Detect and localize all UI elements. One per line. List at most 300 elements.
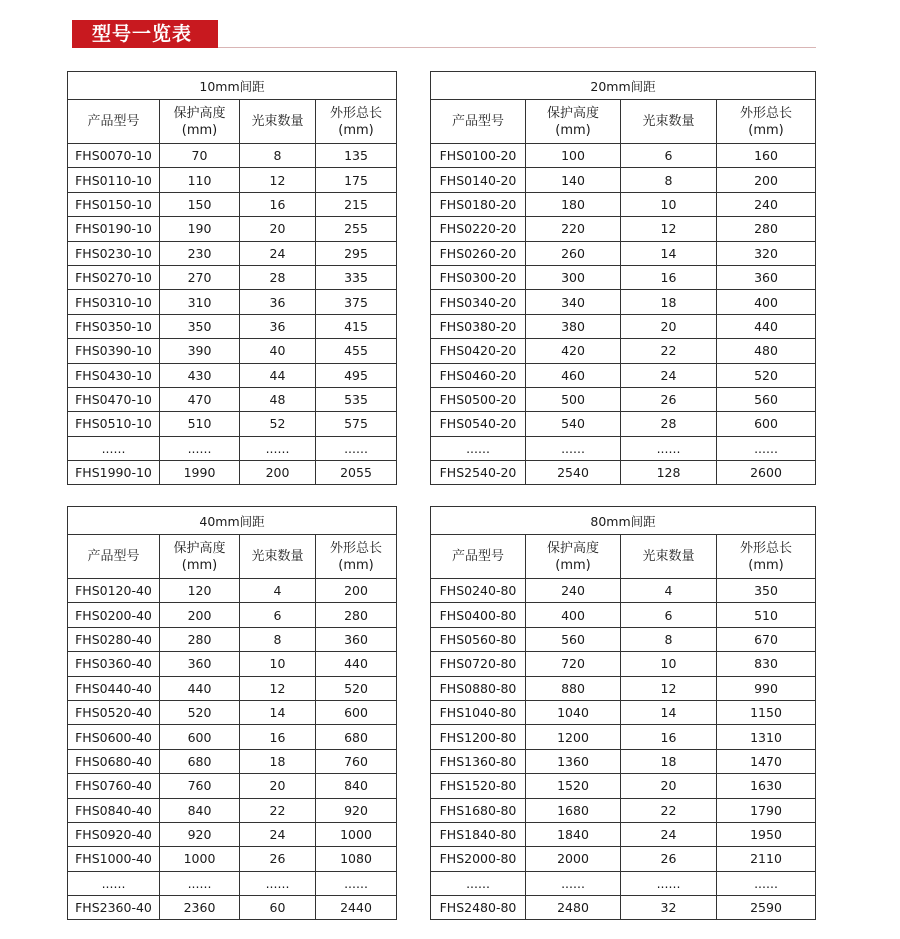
table-cell: 200: [717, 168, 816, 192]
table-cell: 10: [621, 192, 717, 216]
table-cell: 380: [526, 314, 621, 338]
table-row: [68, 579, 397, 603]
table-row: [431, 290, 816, 314]
table-cell: 455: [316, 339, 397, 363]
table-cell: 12: [240, 168, 316, 192]
table-cell: FHS0270-10: [68, 265, 160, 289]
table-row: [68, 700, 397, 724]
table-cell: ......: [526, 436, 621, 460]
table-cell: FHS0340-20: [431, 290, 526, 314]
table-title: 20mm间距: [431, 72, 816, 100]
table-cell: 520: [717, 363, 816, 387]
table-cell: 310: [160, 290, 240, 314]
table-cell: 1840: [526, 822, 621, 846]
table-row: [68, 676, 397, 700]
table-cell: 14: [621, 241, 717, 265]
table-row: [68, 192, 397, 216]
table-cell: 470: [160, 387, 240, 411]
table-cell: FHS0360-40: [68, 652, 160, 676]
table-row: [68, 725, 397, 749]
table-cell: 190: [160, 217, 240, 241]
table-cell: 1000: [160, 847, 240, 871]
table-cell: ......: [621, 871, 717, 895]
table-cell: FHS0880-80: [431, 676, 526, 700]
table-cell: 110: [160, 168, 240, 192]
table-cell: 175: [316, 168, 397, 192]
table-cell: 16: [621, 725, 717, 749]
table-cell: 4: [240, 579, 316, 603]
table-row: [431, 241, 816, 265]
column-header: 产品型号: [431, 535, 526, 579]
table-cell: 22: [240, 798, 316, 822]
table-cell: 600: [717, 412, 816, 436]
table-row: [431, 314, 816, 338]
table-cell: ......: [316, 436, 397, 460]
table-row: [431, 652, 816, 676]
table-cell: 440: [316, 652, 397, 676]
table-cell: 2590: [717, 896, 816, 920]
table-cell: 220: [526, 217, 621, 241]
table-cell: 830: [717, 652, 816, 676]
table-cell: ......: [160, 436, 240, 460]
table-cell: 10: [621, 652, 717, 676]
table-cell: FHS0230-10: [68, 241, 160, 265]
table-cell: 340: [526, 290, 621, 314]
table-row: [431, 461, 816, 485]
table-cell: 180: [526, 192, 621, 216]
table-cell: 535: [316, 387, 397, 411]
table-cell: 240: [717, 192, 816, 216]
table-row: [68, 627, 397, 651]
table-cell: FHS0840-40: [68, 798, 160, 822]
table-cell: 495: [316, 363, 397, 387]
table-cell: FHS0560-80: [431, 627, 526, 651]
table-cell: 22: [621, 798, 717, 822]
title-underline: [218, 47, 816, 48]
table-cell: FHS0760-40: [68, 774, 160, 798]
table-cell: FHS1990-10: [68, 461, 160, 485]
table-row: [68, 822, 397, 846]
table-row: [431, 192, 816, 216]
table-cell: FHS2540-20: [431, 461, 526, 485]
table-cell: 760: [316, 749, 397, 773]
table-cell: 280: [717, 217, 816, 241]
table-cell: 600: [316, 700, 397, 724]
table-cell: 300: [526, 265, 621, 289]
table-row: [431, 603, 816, 627]
table-cell: 375: [316, 290, 397, 314]
table-cell: FHS0540-20: [431, 412, 526, 436]
table-cell: 720: [526, 652, 621, 676]
table-row: [68, 436, 397, 460]
table-cell: 1000: [316, 822, 397, 846]
table-row: [431, 749, 816, 773]
table-row: [68, 144, 397, 168]
table-cell: 415: [316, 314, 397, 338]
table-cell: ......: [717, 436, 816, 460]
table-cell: 320: [717, 241, 816, 265]
table-cell: FHS0100-20: [431, 144, 526, 168]
table-row: [431, 847, 816, 871]
table-cell: 350: [160, 314, 240, 338]
table-cell: 70: [160, 144, 240, 168]
table-row: [68, 871, 397, 895]
table-cell: 1520: [526, 774, 621, 798]
table-cell: 200: [316, 579, 397, 603]
table-cell: 8: [621, 627, 717, 651]
table-cell: FHS0400-80: [431, 603, 526, 627]
table-cell: 6: [240, 603, 316, 627]
table-cell: 440: [160, 676, 240, 700]
table-cell: ......: [717, 871, 816, 895]
table-row: [68, 265, 397, 289]
table-cell: 20: [621, 774, 717, 798]
table-row: [68, 290, 397, 314]
table-cell: ......: [431, 436, 526, 460]
table-cell: 14: [621, 700, 717, 724]
table-title: 80mm间距: [431, 507, 816, 535]
table-cell: 280: [316, 603, 397, 627]
table-row: [431, 363, 816, 387]
table-title: 10mm间距: [68, 72, 397, 100]
table-cell: 8: [240, 144, 316, 168]
table-cell: 14: [240, 700, 316, 724]
table-cell: 990: [717, 676, 816, 700]
table-cell: FHS2000-80: [431, 847, 526, 871]
table-cell: 128: [621, 461, 717, 485]
table-cell: 520: [316, 676, 397, 700]
table-cell: 400: [526, 603, 621, 627]
table-cell: FHS0180-20: [431, 192, 526, 216]
table-cell: 1630: [717, 774, 816, 798]
table-cell: 480: [717, 339, 816, 363]
table-cell: 460: [526, 363, 621, 387]
table-cell: 560: [526, 627, 621, 651]
table-cell: 510: [160, 412, 240, 436]
table-cell: 18: [621, 749, 717, 773]
table-cell: 12: [621, 676, 717, 700]
table-cell: 28: [240, 265, 316, 289]
table-row: [68, 603, 397, 627]
table-cell: FHS1360-80: [431, 749, 526, 773]
table-cell: 160: [717, 144, 816, 168]
table-row: [431, 798, 816, 822]
table-cell: 2000: [526, 847, 621, 871]
table-row: [68, 896, 397, 920]
table-cell: 1200: [526, 725, 621, 749]
table-cell: FHS0390-10: [68, 339, 160, 363]
table-cell: 24: [240, 241, 316, 265]
table-cell: FHS0460-20: [431, 363, 526, 387]
table-cell: 1360: [526, 749, 621, 773]
table-cell: 880: [526, 676, 621, 700]
table-cell: 680: [316, 725, 397, 749]
table-cell: FHS0110-10: [68, 168, 160, 192]
table-cell: FHS0070-10: [68, 144, 160, 168]
table-row: [68, 217, 397, 241]
table-cell: ......: [68, 436, 160, 460]
table-row: [431, 387, 816, 411]
table-cell: 26: [621, 847, 717, 871]
table-cell: 200: [240, 461, 316, 485]
table-cell: 1040: [526, 700, 621, 724]
table-cell: 24: [621, 822, 717, 846]
table-row: [431, 627, 816, 651]
table-cell: 420: [526, 339, 621, 363]
table-cell: 360: [316, 627, 397, 651]
table-cell: 335: [316, 265, 397, 289]
spec-table-80mm: [430, 506, 816, 920]
page-title: 型号一览表: [72, 20, 218, 48]
table-cell: FHS0380-20: [431, 314, 526, 338]
table-cell: 2360: [160, 896, 240, 920]
table-cell: 240: [526, 579, 621, 603]
table-cell: 1990: [160, 461, 240, 485]
table-cell: 500: [526, 387, 621, 411]
table-cell: FHS0440-40: [68, 676, 160, 700]
table-cell: 60: [240, 896, 316, 920]
table-cell: 32: [621, 896, 717, 920]
table-cell: FHS0720-80: [431, 652, 526, 676]
table-row: [68, 847, 397, 871]
table-cell: 140: [526, 168, 621, 192]
table-cell: FHS1840-80: [431, 822, 526, 846]
table-cell: 680: [160, 749, 240, 773]
table-cell: 24: [240, 822, 316, 846]
table-cell: 360: [717, 265, 816, 289]
table-row: [431, 822, 816, 846]
table-row: [68, 652, 397, 676]
table-cell: 390: [160, 339, 240, 363]
table-cell: 540: [526, 412, 621, 436]
spec-table-40mm: [67, 506, 397, 920]
table-row: [431, 436, 816, 460]
table-cell: FHS0420-20: [431, 339, 526, 363]
column-header: 保护高度 (mm): [526, 100, 621, 144]
table-cell: ......: [240, 436, 316, 460]
table-cell: 52: [240, 412, 316, 436]
table-row: [431, 144, 816, 168]
table-cell: 200: [160, 603, 240, 627]
table-cell: 215: [316, 192, 397, 216]
table-cell: 360: [160, 652, 240, 676]
table-cell: FHS0920-40: [68, 822, 160, 846]
table-cell: 40: [240, 339, 316, 363]
table-row: [68, 168, 397, 192]
table-cell: 430: [160, 363, 240, 387]
table-cell: FHS0140-20: [431, 168, 526, 192]
table-cell: 230: [160, 241, 240, 265]
table-cell: FHS0220-20: [431, 217, 526, 241]
table-cell: 20: [621, 314, 717, 338]
table-cell: 6: [621, 603, 717, 627]
table-row: [68, 363, 397, 387]
table-cell: FHS2480-80: [431, 896, 526, 920]
column-header: 外形总长 (mm): [316, 100, 397, 144]
table-cell: 260: [526, 241, 621, 265]
table-cell: ......: [240, 871, 316, 895]
table-cell: 6: [621, 144, 717, 168]
column-header: 保护高度 (mm): [160, 535, 240, 579]
table-cell: 1310: [717, 725, 816, 749]
table-cell: 20: [240, 217, 316, 241]
table-cell: 48: [240, 387, 316, 411]
table-cell: 2440: [316, 896, 397, 920]
table-row: [431, 168, 816, 192]
table-cell: 2540: [526, 461, 621, 485]
table-cell: 120: [160, 579, 240, 603]
table-cell: FHS0350-10: [68, 314, 160, 338]
table-cell: 16: [240, 725, 316, 749]
column-header: 光束数量: [240, 535, 316, 579]
table-row: [68, 774, 397, 798]
table-cell: 36: [240, 290, 316, 314]
table-cell: 600: [160, 725, 240, 749]
column-header: 外形总长 (mm): [717, 535, 816, 579]
table-cell: 760: [160, 774, 240, 798]
table-cell: 26: [621, 387, 717, 411]
table-cell: 1790: [717, 798, 816, 822]
table-row: [68, 749, 397, 773]
table-row: [68, 339, 397, 363]
table-cell: 18: [621, 290, 717, 314]
table-cell: 520: [160, 700, 240, 724]
table-cell: 8: [240, 627, 316, 651]
table-cell: FHS1520-80: [431, 774, 526, 798]
column-header: 光束数量: [621, 100, 717, 144]
column-header: 外形总长 (mm): [717, 100, 816, 144]
table-row: [68, 314, 397, 338]
table-cell: 36: [240, 314, 316, 338]
table-row: [431, 871, 816, 895]
spec-table-20mm: [430, 71, 816, 485]
table-cell: FHS0200-40: [68, 603, 160, 627]
table-cell: 350: [717, 579, 816, 603]
table-cell: FHS0470-10: [68, 387, 160, 411]
table-cell: FHS0260-20: [431, 241, 526, 265]
table-cell: 440: [717, 314, 816, 338]
column-header: 产品型号: [68, 535, 160, 579]
column-header: 外形总长 (mm): [316, 535, 397, 579]
table-row: [68, 412, 397, 436]
table-cell: FHS0190-10: [68, 217, 160, 241]
table-cell: 400: [717, 290, 816, 314]
table-row: [431, 896, 816, 920]
table-cell: ......: [526, 871, 621, 895]
table-row: [431, 265, 816, 289]
table-cell: 2055: [316, 461, 397, 485]
table-row: [431, 774, 816, 798]
table-cell: 16: [621, 265, 717, 289]
table-cell: 8: [621, 168, 717, 192]
table-cell: 24: [621, 363, 717, 387]
table-cell: 270: [160, 265, 240, 289]
table-title: 40mm间距: [68, 507, 397, 535]
column-header: 产品型号: [431, 100, 526, 144]
table-cell: FHS0280-40: [68, 627, 160, 651]
table-cell: FHS0520-40: [68, 700, 160, 724]
table-cell: FHS2360-40: [68, 896, 160, 920]
table-cell: 28: [621, 412, 717, 436]
table-row: [431, 412, 816, 436]
table-cell: 295: [316, 241, 397, 265]
table-cell: 670: [717, 627, 816, 651]
table-row: [68, 241, 397, 265]
table-row: [431, 676, 816, 700]
table-cell: 255: [316, 217, 397, 241]
table-cell: FHS0500-20: [431, 387, 526, 411]
table-cell: 1470: [717, 749, 816, 773]
spec-table-10mm: [67, 71, 397, 485]
table-cell: FHS0430-10: [68, 363, 160, 387]
table-cell: 135: [316, 144, 397, 168]
table-cell: 2600: [717, 461, 816, 485]
table-cell: 575: [316, 412, 397, 436]
table-row: [431, 700, 816, 724]
table-cell: ......: [621, 436, 717, 460]
table-cell: FHS0240-80: [431, 579, 526, 603]
table-cell: FHS0680-40: [68, 749, 160, 773]
table-cell: FHS0150-10: [68, 192, 160, 216]
table-cell: FHS0510-10: [68, 412, 160, 436]
table-cell: ......: [68, 871, 160, 895]
table-cell: 10: [240, 652, 316, 676]
table-cell: 560: [717, 387, 816, 411]
table-cell: FHS0120-40: [68, 579, 160, 603]
table-cell: 12: [621, 217, 717, 241]
table-cell: 16: [240, 192, 316, 216]
table-cell: 1950: [717, 822, 816, 846]
table-cell: 44: [240, 363, 316, 387]
table-row: [431, 339, 816, 363]
table-cell: 1680: [526, 798, 621, 822]
table-cell: 12: [240, 676, 316, 700]
column-header: 保护高度 (mm): [160, 100, 240, 144]
table-cell: 280: [160, 627, 240, 651]
table-cell: 4: [621, 579, 717, 603]
table-row: [431, 579, 816, 603]
table-row: [68, 798, 397, 822]
table-cell: 150: [160, 192, 240, 216]
table-row: [431, 725, 816, 749]
table-cell: 920: [160, 822, 240, 846]
column-header: 产品型号: [68, 100, 160, 144]
table-row: [431, 217, 816, 241]
column-header: 保护高度 (mm): [526, 535, 621, 579]
table-cell: FHS1000-40: [68, 847, 160, 871]
table-cell: 2480: [526, 896, 621, 920]
table-cell: 100: [526, 144, 621, 168]
table-cell: FHS0600-40: [68, 725, 160, 749]
table-cell: 1150: [717, 700, 816, 724]
table-row: [68, 461, 397, 485]
table-cell: 840: [316, 774, 397, 798]
table-cell: FHS1200-80: [431, 725, 526, 749]
table-cell: 840: [160, 798, 240, 822]
table-cell: FHS0300-20: [431, 265, 526, 289]
table-cell: 2110: [717, 847, 816, 871]
table-cell: ......: [316, 871, 397, 895]
table-cell: 510: [717, 603, 816, 627]
table-cell: FHS1040-80: [431, 700, 526, 724]
table-row: [68, 387, 397, 411]
column-header: 光束数量: [240, 100, 316, 144]
table-cell: ......: [431, 871, 526, 895]
table-cell: FHS0310-10: [68, 290, 160, 314]
table-cell: 20: [240, 774, 316, 798]
table-cell: 1080: [316, 847, 397, 871]
table-cell: 920: [316, 798, 397, 822]
